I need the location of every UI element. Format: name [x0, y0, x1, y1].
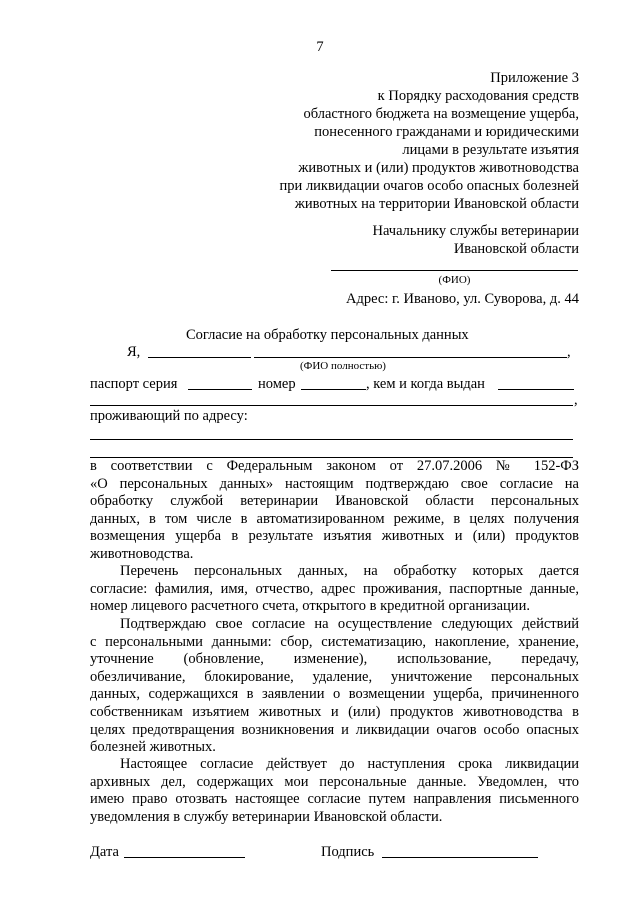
paragraph-line: номер лицевого расчетного счета, открытого в кредитной организации. [90, 598, 530, 615]
date-field[interactable] [124, 857, 245, 858]
fio-part1-field[interactable] [148, 357, 251, 358]
appendix-line: лицами в результате изъятия [402, 142, 579, 158]
appendix-line: областного бюджета на возмещение ущерба, [303, 106, 579, 122]
paragraph-line: животноводства. [90, 545, 194, 562]
paragraph-line: Перечень персональных данных, на обработку которых дается [120, 563, 579, 579]
comma: , [567, 344, 571, 360]
paragraph-legal-basis [90, 458, 579, 564]
fio-part2-field[interactable] [254, 357, 567, 358]
paragraph-line: данных, содержащихся в заявлении о возмещении ущерба, причиненного [90, 686, 579, 703]
paragraph-line: имею право отозвать настоящее согласие путем направления письменного [90, 791, 579, 808]
ya-label: Я, [127, 344, 141, 360]
paragraph-line: Настоящее согласие действует до наступления срока ликвидации [120, 756, 579, 772]
addressee-line2: Ивановской области [453, 241, 579, 257]
appendix-line: при ликвидации очагов особо опасных болезней [279, 178, 579, 194]
paragraph-line: уточнение (обновление, изменение), использование, передачу, [90, 651, 579, 668]
paragraph-line: обезличивание, блокирование, удаление, уничтожение персональных [90, 668, 579, 685]
paragraph-actions [90, 616, 579, 757]
paragraph-line: собственникам изъятием животных и (или) продуктов животноводства в [90, 703, 579, 720]
address-label: проживающий по адресу: [90, 408, 248, 424]
appendix-line: животных и (или) продуктов животноводства [298, 160, 579, 176]
fio-caption: (ФИО) [438, 274, 471, 286]
paragraph-line: данных, в том числе в автоматизированном режиме, в целях получения [90, 510, 579, 527]
passport-series-field[interactable] [188, 389, 252, 390]
appendix-line: животных на территории Ивановской области [294, 196, 579, 212]
paragraph-line: с персональными данными: сбор, систематизацию, накопление, хранение, [90, 633, 579, 650]
passport-number-field[interactable] [301, 389, 366, 390]
issued-by-field[interactable] [498, 389, 574, 390]
fio-field-line[interactable] [331, 270, 578, 271]
addressee-address: Адрес: г. Иваново, ул. Суворова, д. 44 [346, 291, 579, 307]
fio-full-caption: (ФИО полностью) [300, 360, 386, 372]
page-number: 7 [316, 39, 324, 55]
appendix-line: понесенного гражданами и юридическими [314, 124, 579, 140]
passport-number-label: номер [258, 376, 296, 392]
paragraph-line: Подтверждаю свое согласие на осуществление следующих действий [120, 616, 579, 632]
paragraph-validity [90, 756, 579, 826]
issued-by-field-continued[interactable] [90, 405, 573, 406]
addressee-line1: Начальнику службы ветеринарии [372, 223, 579, 239]
paragraph-line: возмещения ущерба в результате изъятия животных и (или) продуктов [90, 528, 579, 545]
address-field-line1[interactable] [90, 439, 573, 440]
paragraph-line: уведомления в службу ветеринарии Ивановской области. [90, 808, 443, 825]
document-title: Согласие на обработку персональных данных [186, 327, 469, 343]
paragraph-line: обработку службой ветеринарии Ивановской области персональных [90, 493, 579, 510]
signature-field[interactable] [382, 857, 538, 858]
paragraph-line: согласие: фамилия, имя, отчество, адрес проживания, паспортные данные, [90, 580, 579, 597]
issued-by-label: , кем и когда выдан [366, 376, 485, 392]
signature-label: Подпись [321, 844, 375, 860]
comma: , [574, 392, 578, 408]
paragraph-line: болезней животных. [90, 739, 216, 756]
date-label: Дата [90, 844, 119, 860]
paragraph-line: «О персональных данных» настоящим подтверждаю свое согласие на [90, 475, 579, 492]
paragraph-line: архивных дел, содержащих мои персональные данные. Уведомлен, что [90, 773, 579, 790]
appendix-line: к Порядку расходования средств [377, 88, 579, 104]
paragraph-data-list [90, 563, 579, 616]
paragraph-line: в соответствии с Федеральным законом от 27.07.2006 № 152-ФЗ [90, 458, 579, 474]
appendix-line: Приложение 3 [490, 70, 579, 86]
passport-series-label: паспорт серия [90, 376, 178, 392]
paragraph-line: целях предотвращения возникновения и ликвидации очагов особо опасных [90, 721, 579, 738]
